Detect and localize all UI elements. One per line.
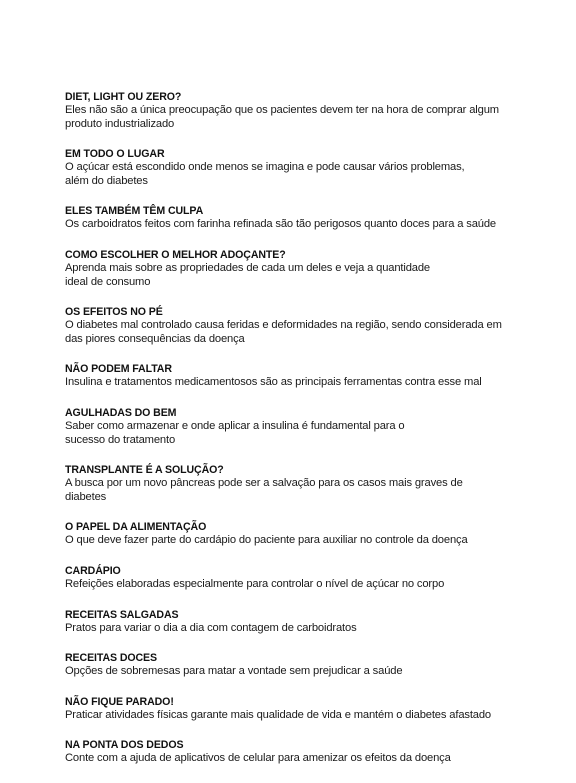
entry-title: CARDÁPIO — [65, 564, 121, 577]
entry-description: Conte com a ajuda de aplicativos de celular para amenizar os efeitos da doença — [65, 752, 451, 765]
toc-entry — [65, 521, 505, 548]
entry-description: O que deve fazer parte do cardápio do paciente para auxiliar no controle da doença — [65, 534, 468, 547]
entry-description: Eles não são a única preocupação que os pacientes devem ter na hora de comprar algum produto industrializado — [65, 104, 499, 130]
entry-description: Insulina e tratamentos medicamentosos são as principais ferramentas contra esse mal — [65, 376, 482, 389]
toc-entry — [65, 652, 505, 679]
entry-description: O açúcar está escondido onde menos se imagina e pode causar vários problemas, além do diabetes — [65, 161, 465, 187]
toc-entry — [65, 407, 505, 447]
entry-title: NÃO PODEM FALTAR — [65, 363, 172, 376]
entry-description: Saber como armazenar e onde aplicar a insulina é fundamental para o sucesso do tratamento — [65, 419, 405, 446]
entry-title: OS EFEITOS NO PÉ — [65, 306, 163, 319]
entry-description: A busca por um novo pâncreas pode ser a salvação para os casos mais graves de diabetes — [65, 477, 463, 503]
toc-entry — [65, 306, 505, 346]
toc-entry — [65, 148, 505, 188]
entry-title: AGULHADAS DO BEM — [65, 406, 177, 419]
entry-title: DIET, LIGHT OU ZERO? — [65, 91, 182, 103]
entry-title: O PAPEL DA ALIMENTAÇÃO — [65, 521, 207, 534]
toc-entry — [65, 464, 505, 504]
entry-description: Pratos para variar o dia a dia com contagem de carboidratos — [65, 621, 357, 634]
toc-entry — [65, 91, 505, 131]
entry-description: Praticar atividades físicas garante mais qualidade de vida e mantém o diabetes afastado — [65, 708, 492, 721]
entry-description: Opções de sobremesas para matar a vontade sem prejudicar a saúde — [65, 665, 403, 678]
table-of-contents — [65, 91, 505, 783]
entry-description: Aprenda mais sobre as propriedades de cada um deles e veja a quantidade ideal de consumo — [65, 261, 431, 288]
entry-title: NÃO FIQUE PARADO! — [65, 695, 174, 708]
toc-entry — [65, 363, 505, 390]
entry-title: EM TODO O LUGAR — [65, 148, 165, 161]
entry-title: RECEITAS SALGADAS — [65, 608, 179, 621]
entry-description: Os carboidratos feitos com farinha refinada são tão perigosos quanto doces para a saúde — [65, 218, 496, 231]
entry-title: RECEITAS DOCES — [65, 652, 157, 665]
entry-title: NA PONTA DOS DEDOS — [65, 739, 184, 752]
entry-description: Refeições elaboradas especialmente para controlar o nível de açúcar no corpo — [65, 577, 445, 590]
toc-entry — [65, 565, 505, 592]
toc-entry — [65, 609, 505, 636]
toc-entry — [65, 739, 505, 766]
entry-title: ELES TAMBÉM TÊM CULPA — [65, 205, 204, 218]
toc-entry — [65, 205, 505, 232]
entry-title: TRANSPLANTE É A SOLUÇÃO? — [65, 464, 224, 477]
toc-entry — [65, 249, 505, 289]
toc-entry — [65, 696, 505, 723]
entry-description: O diabetes mal controlado causa feridas e deformidades na região, sendo considerada em das piores consequências da doença — [65, 319, 502, 345]
entry-title: COMO ESCOLHER O MELHOR ADOÇANTE? — [65, 248, 286, 261]
